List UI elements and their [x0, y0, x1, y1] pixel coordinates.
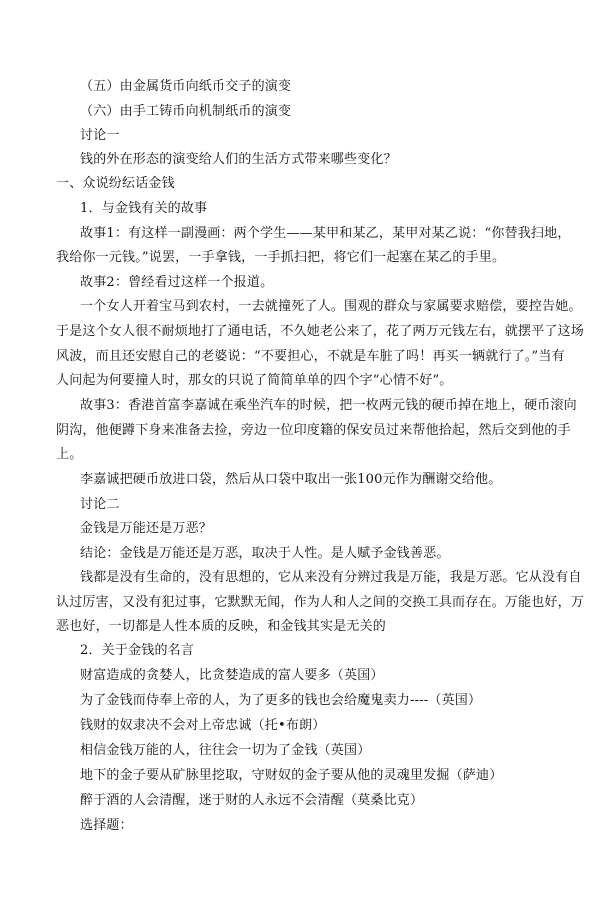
document-page	[0, 62, 595, 903]
story-3-line-2: 阴沟，他便蹲下身来准备去捡，旁边一位印度籍的保安员过来帮他拾起，然后交到他的手	[56, 423, 571, 438]
quote-2: 为了金钱而侍奉上帝的人，为了更多的钱也会给魔鬼卖力----（英国）	[80, 693, 482, 708]
conclusion-body-line-3: 恶也好，一切都是人性本质的反映，和金钱其实是无关的	[56, 619, 387, 634]
quote-5: 地下的金子要从矿脉里挖取，守财奴的金子要从他的灵魂里发掘（萨迪）	[80, 768, 503, 783]
multiple-choice-label: 选择题：	[80, 818, 133, 833]
story-3-line-3: 上。	[56, 447, 83, 462]
discussion-one-label: 讨论一	[80, 128, 120, 143]
story-2-line-2: 于是这个女人很不耐烦地打了通电话，不久她老公来了，花了两万元钱左右，就摆平了这场	[56, 324, 585, 339]
story-2-line-1: 一个女人开着宝马到农村，一去就撞死了人。围观的群众与家属要求赔偿，要控告她。	[80, 299, 582, 314]
story-1-line-2: 我给你一元钱。”说罢，一手拿钱，一手抓扫把，将它们一起塞在某乙的手里。	[56, 250, 506, 265]
quote-4: 相信金钱万能的人，往往会一切为了金钱（英国）	[80, 743, 371, 758]
subsection-stories-heading: 1．与金钱有关的故事	[80, 201, 208, 216]
subheading-five: （五）由金属货币向纸币交子的演变	[80, 79, 292, 94]
story-2-line-3: 风波，而且还安慰自己的老婆说：“不要担心，不就是车脏了吗！再买一辆就行了。”当有	[56, 349, 565, 364]
story-2-line-4: 人问起为何要撞人时，那女的只说了简简单单的四个字“心情不好”。	[56, 373, 453, 388]
subheading-six: （六）由手工铸币向机制纸币的演变	[80, 104, 292, 119]
story-2-intro: 故事2：曾经看过这样一个报道。	[80, 275, 274, 290]
quote-6: 醉于酒的人会清醒，迷于财的人永远不会清醒（莫桑比克）	[80, 793, 424, 808]
story-3-line-1: 故事3：香港首富李嘉诚在乘坐汽车的时候，把一枚两元钱的硬币掉在地上，硬币滚向	[80, 398, 577, 413]
quote-3: 钱财的奴隶决不会对上帝忠诚（托•布朗）	[80, 718, 326, 733]
conclusion-body-line-1: 钱都是没有生命的，没有思想的，它从来没有分辨过我是万能，我是万恶。它从没有自	[80, 570, 582, 585]
quote-1: 财富造成的贪婪人，比贪婪造成的富人要多（英国）	[80, 668, 384, 683]
story-1-line-1: 故事1：有这样一副漫画：两个学生——某甲和某乙，某甲对某乙说：“你替我扫地，	[80, 226, 571, 241]
subsection-quotes-heading: 2．关于金钱的名言	[80, 643, 195, 658]
discussion-two-label: 讨论二	[80, 497, 120, 512]
story-3-line-4: 李嘉诚把硬币放进口袋，然后从口袋中取出一张100元作为酬谢交给他。	[80, 472, 502, 487]
discussion-one-question: 钱的外在形态的演变给人们的生活方式带来哪些变化？	[80, 152, 397, 167]
discussion-two-question: 金钱是万能还是万恶？	[80, 521, 213, 536]
section-heading-one: 一、众说纷纭话金钱	[56, 176, 175, 191]
conclusion-body-line-2: 认过厉害，又没有犯过事，它默默无闻，作为人和人之间的交换工具而存在。万能也好，万	[56, 595, 585, 610]
conclusion: 结论：金钱是万能还是万恶，取决于人性。是人赋予金钱善恶。	[80, 546, 450, 561]
